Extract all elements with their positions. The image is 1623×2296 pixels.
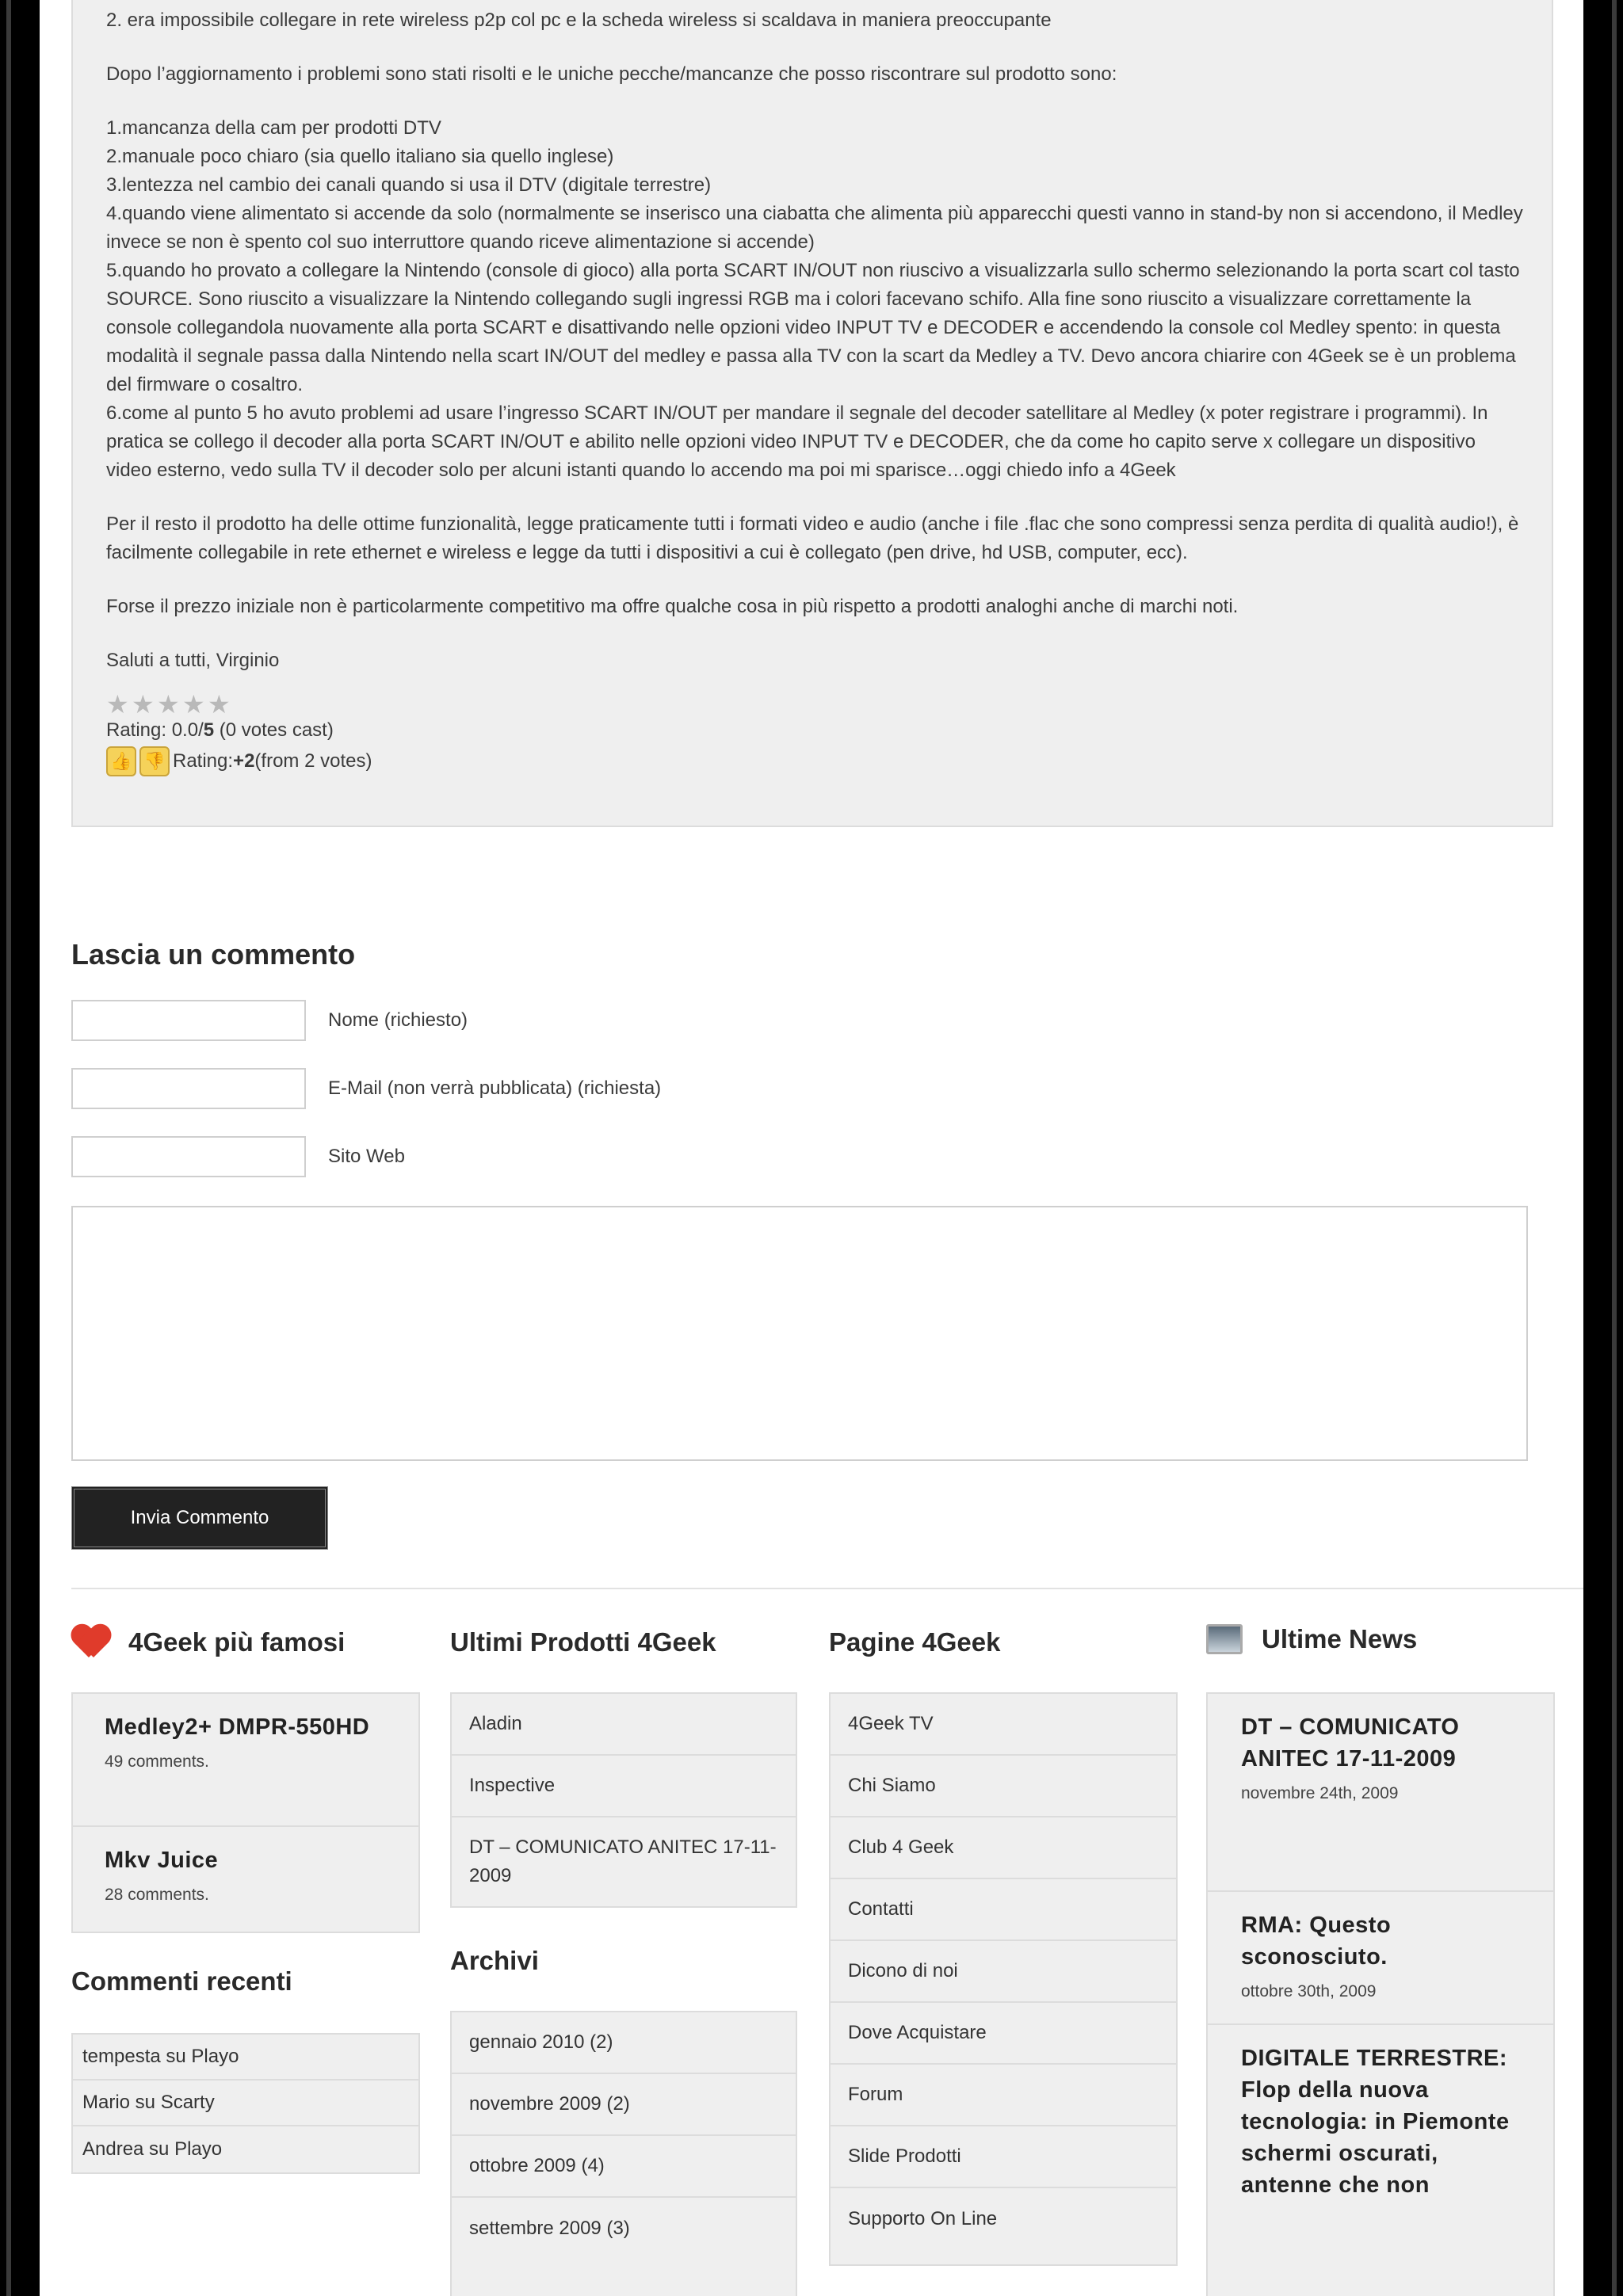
pages-widget-title: Pagine 4Geek [829, 1627, 1001, 1657]
review-line: 2. era impossibile collegare in rete wireless p2p col pc e la scheda wireless si scaldava in maniera preoccupante [106, 10, 1052, 31]
comment-textarea[interactable] [71, 1206, 1528, 1461]
page-link[interactable]: Chi Siamo [831, 1756, 1176, 1817]
recent-comment-item: Mario su Scarty [73, 2081, 418, 2126]
news-item[interactable]: DIGITALE TERRESTRE: Flop della nuova tecnologia: in Piemonte schermi oscurati, antenne che non [1241, 2046, 1510, 2198]
products-panel [450, 1692, 797, 1908]
famous-item[interactable]: Mkv Juice 28 comments. [105, 1848, 219, 1904]
recent-comment-item: tempesta su Playo [73, 2035, 418, 2081]
thumbs-down-icon[interactable]: 👎 [139, 746, 170, 776]
review-line: Saluti a tutti, Virginio [106, 650, 280, 671]
news-item[interactable]: DT – COMUNICATO ANITEC 17-11-2009 novembre 24th, 2009 [1208, 1694, 1553, 1892]
thumbs-up-icon[interactable]: 👍 [106, 746, 136, 776]
review-line: Forse il prezzo iniziale non è particolarmente competitivo ma offre qualche cosa in più rispetto a prodotti analoghi anche di marchi noti. [106, 596, 1239, 617]
news-panel [1206, 1692, 1555, 2296]
paragraph-gap [106, 89, 1525, 114]
review-line: 2.manuale poco chiaro (sia quello italiano sia quello inglese) [106, 146, 614, 167]
recent-comments-title: Commenti recenti [71, 1966, 292, 1996]
email-row [71, 1068, 661, 1109]
archive-item: ottobre 2009 (4) [452, 2136, 796, 2198]
name-row [71, 1000, 468, 1041]
page-link[interactable]: Dicono di noi [831, 1941, 1176, 2003]
archives-panel [450, 2011, 797, 2296]
name-input[interactable] [71, 1000, 306, 1041]
review-line: 6.come al punto 5 ho avuto problemi ad usare l’ingresso SCART IN/OUT per mandare il segnale del decoder satellitare al Medley (x poter registrare i programmi). In pratica se collego il decoder alla porta SCART IN/OUT e abilito nelle opzioni video INPUT TV e DECODER, che da come ho capito serve x collegare un dispositivo video esterno, vedo sulla TV il decoder solo per alcuni istanti quando lo accendo ma poi mi sparisce…oggi chiedo info a 4Geek [106, 402, 1488, 481]
review-line: Per il resto il prodotto ha delle ottime funzionalità, legge praticamente tutti i formati video e audio (anche i file .flac che sono compressi senza perdita di qualità audio!), è facilmente collegabile in rete ethernet e wireless e legge da tutti i dispositivi a cui è collegato (pen drive, hd USB, computer, ecc). [106, 513, 1519, 563]
left-border [0, 0, 40, 2296]
recent-comment-item: Andrea su Playo [82, 2138, 223, 2160]
famous-widget-title: 4Geek più famosi [71, 1624, 345, 1661]
paragraph-gap [106, 621, 1525, 646]
page-link[interactable]: Slide Prodotti [831, 2126, 1176, 2188]
page-link[interactable]: Contatti [831, 1879, 1176, 1941]
product-item[interactable]: Inspective [452, 1756, 796, 1817]
page-link[interactable]: Club 4 Geek [831, 1817, 1176, 1879]
product-item[interactable]: Aladin [452, 1694, 796, 1756]
star-icon[interactable]: ★ [106, 690, 129, 719]
review-line: 5.quando ho provato a collegare la Nintendo (console di gioco) alla porta SCART IN/OUT non riuscivo a visualizzarla sullo schermo selezionando la porta scart col tasto SOURCE. Sono riuscito a visualizzare la Nintendo collegando sugli ingressi RGB ma i colori facevano schifo. Alla fine sono riuscito a visualizzare correttamente la console collegandola nuovamente alla porta SCART e disattivando nelle opzioni video INPUT TV e DECODER e accendendo la console col Medley spento: in questa modalità il segnale passa dalla Nintendo nella scart IN/OUT del medley e passa alla TV con la scart da Medley a TV. Devo ancora chiarire con 4Geek se è un problema del firmware o cosaltro. [106, 260, 1520, 395]
review-text [106, 6, 1525, 675]
website-label: Sito Web [328, 1146, 405, 1167]
page-content [40, 0, 1583, 2296]
right-border [1583, 0, 1623, 2296]
review-line: Dopo l’aggiornamento i problemi sono stati risolti e le uniche pecche/mancanze che posso riscontrare sul prodotto sono: [106, 63, 1117, 85]
paragraph-gap [106, 485, 1525, 510]
page-link[interactable]: Forum [831, 2065, 1176, 2126]
news-item[interactable]: RMA: Questo sconosciuto. ottobre 30th, 2009 [1208, 1892, 1553, 2025]
submit-comment-button[interactable]: Invia Commento [71, 1486, 328, 1550]
recent-comments-panel [71, 2033, 420, 2174]
comment-form-title: Lascia un commento [71, 938, 356, 971]
website-row [71, 1136, 405, 1177]
archive-item: novembre 2009 (2) [452, 2074, 796, 2136]
paragraph-gap [106, 567, 1525, 593]
email-label: E-Mail (non verrà pubblicata) (richiesta) [328, 1077, 662, 1099]
heart-icon [71, 1624, 111, 1661]
star-icon[interactable]: ★ [182, 690, 205, 719]
page-link[interactable]: 4Geek TV [831, 1694, 1176, 1756]
page-link[interactable]: Dove Acquistare [831, 2003, 1176, 2065]
archives-widget-title: Archivi [450, 1946, 539, 1975]
product-item[interactable]: DT – COMUNICATO ANITEC 17-11-2009 [469, 1836, 777, 1886]
review-box [71, 0, 1553, 827]
paragraph-gap [106, 35, 1525, 60]
famous-panel [71, 1692, 420, 1933]
star-icon[interactable]: ★ [208, 690, 231, 719]
pages-panel [829, 1692, 1178, 2266]
star-icon[interactable]: ★ [157, 690, 180, 719]
famous-item[interactable]: Medley2+ DMPR-550HD 49 comments. [73, 1694, 418, 1827]
rating-summary: Rating: 0.0/5 (0 votes cast) [106, 719, 334, 741]
website-input[interactable] [71, 1136, 306, 1177]
footer-divider [71, 1588, 1583, 1589]
star-rating[interactable] [106, 690, 231, 719]
thumbs-rating: 👍 👎 Rating: +2 (from 2 votes) [106, 746, 372, 776]
archive-item: settembre 2009 (3) [469, 2218, 630, 2239]
email-input[interactable] [71, 1068, 306, 1109]
page-link[interactable]: Supporto On Line [848, 2208, 998, 2229]
news-image-icon [1206, 1624, 1243, 1654]
review-line: 3.lentezza nel cambio dei canali quando si usa il DTV (digitale terrestre) [106, 174, 712, 196]
review-line: 4.quando viene alimentato si accende da solo (normalmente se inserisco una ciabatta che alimenta più apparecchi questi vanno in stand-by non si accendono, il Medley invece se non è spento col suo interruttore quando riceve alimentazione si accende) [106, 203, 1523, 253]
review-line: 1.mancanza della cam per prodotti DTV [106, 117, 441, 139]
news-widget-title: Ultime News [1206, 1624, 1417, 1654]
products-widget-title: Ultimi Prodotti 4Geek [450, 1627, 716, 1657]
name-label: Nome (richiesto) [328, 1009, 468, 1031]
star-icon[interactable]: ★ [132, 690, 155, 719]
archive-item: gennaio 2010 (2) [452, 2012, 796, 2074]
